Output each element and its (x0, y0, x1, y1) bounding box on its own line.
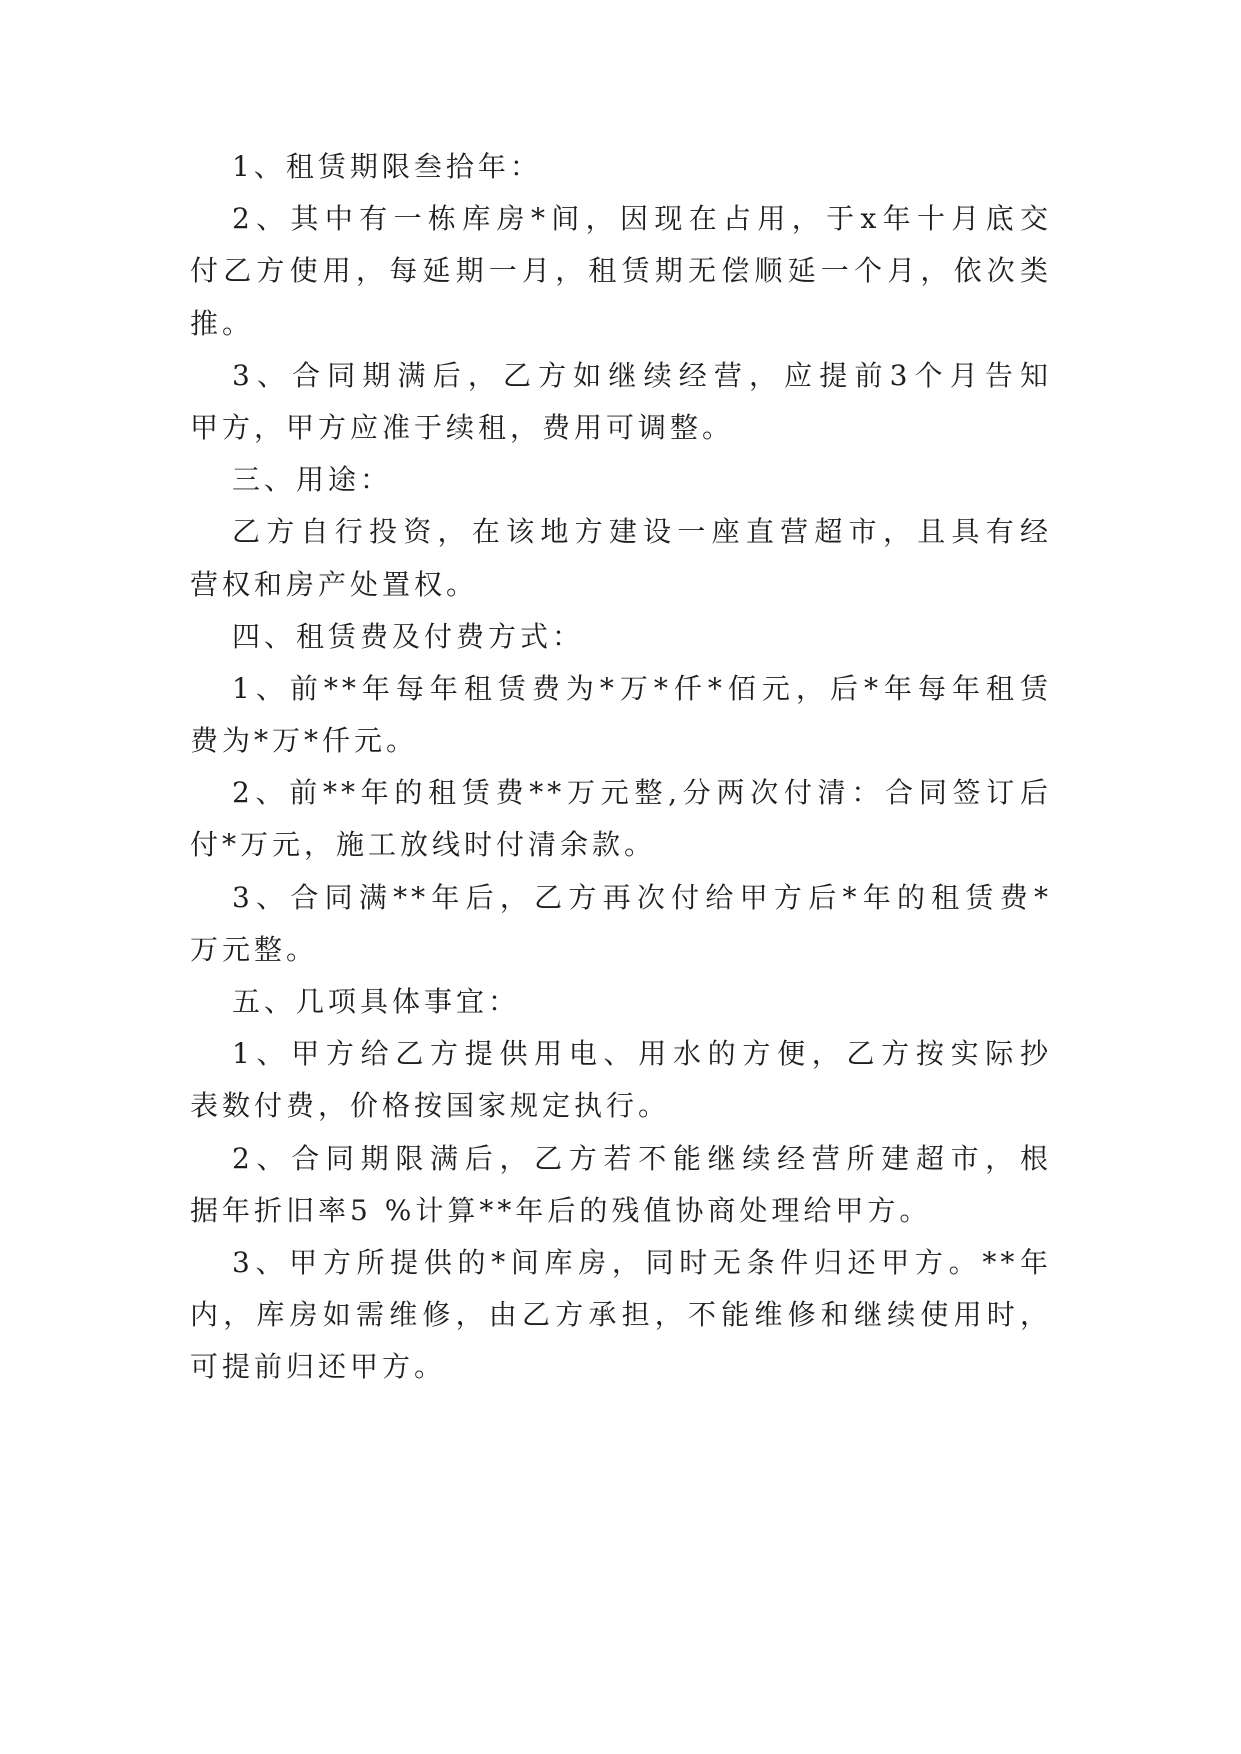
paragraph-line: 付*万元，施工放线时付清余款。 (190, 828, 657, 862)
paragraph-line: 2、合同期限满后，乙方若不能继续经营所建超市，根 (232, 1141, 1052, 1175)
paragraph-line: 1、前**年每年租赁费为*万*仟*佰元，后*年每年租赁 (232, 671, 1052, 705)
section-heading-fees (190, 611, 1052, 663)
paragraph-line: 四、租赁费及付费方式： (232, 619, 585, 653)
paragraph-line: 推。 (190, 306, 255, 340)
paragraph-purpose (190, 506, 1052, 610)
paragraph-line: 可提前归还甲方。 (190, 1350, 447, 1384)
paragraph-line: 付乙方使用，每延期一月，租赁期无偿顺延一个月，依次类 (190, 254, 1052, 288)
paragraph-line: 甲方，甲方应准于续租，费用可调整。 (190, 410, 735, 444)
paragraph-line: 表数付费，价格按国家规定执行。 (190, 1089, 671, 1123)
paragraph-line: 三、用途： (232, 463, 393, 497)
paragraph-warehouse-delivery (190, 193, 1052, 350)
paragraph-utilities (190, 1028, 1052, 1132)
paragraph-line: 万元整。 (190, 932, 319, 966)
paragraph-expiry (190, 1133, 1052, 1237)
paragraph-line: 五、几项具体事宜： (232, 985, 521, 1018)
paragraph-line: 3、合同期满后，乙方如继续经营，应提前3个月告知 (232, 358, 1052, 392)
paragraph-line: 1、租赁期限叁拾年： (232, 150, 542, 183)
paragraph-line: 3、甲方所提供的*间库房，同时无条件归还甲方。**年 (232, 1245, 1052, 1279)
paragraph-line: 1、甲方给乙方提供用电、用水的方便，乙方按实际抄 (232, 1037, 1052, 1071)
paragraph-lease-term (190, 141, 1052, 193)
paragraph-fee-amounts (190, 663, 1052, 767)
section-heading-purpose (190, 454, 1052, 506)
paragraph-line: 费为*万*仟元。 (190, 724, 419, 758)
section-heading-matters (190, 976, 1052, 1028)
document-body (190, 141, 1052, 1394)
paragraph-line: 2、前**年的租赁费**万元整,分两次付清：合同签订后 (232, 776, 1052, 810)
paragraph-warehouse-return (190, 1237, 1052, 1394)
paragraph-line: 内，库房如需维修，由乙方承担，不能维修和继续使用时， (190, 1298, 1052, 1332)
paragraph-fee-payment (190, 767, 1052, 871)
paragraph-line: 据年折旧率5 %计算**年后的残值协商处理给甲方。 (190, 1193, 932, 1227)
paragraph-renewal (190, 350, 1052, 454)
paragraph-line: 营权和房产处置权。 (190, 567, 479, 601)
paragraph-line: 2、其中有一栋库房*间，因现在占用，于x年十月底交 (232, 202, 1052, 236)
paragraph-line: 乙方自行投资，在该地方建设一座直营超市，且具有经 (232, 515, 1052, 549)
paragraph-later-fees (190, 872, 1052, 976)
paragraph-line: 3、合同满**年后，乙方再次付给甲方后*年的租赁费* (232, 880, 1052, 914)
